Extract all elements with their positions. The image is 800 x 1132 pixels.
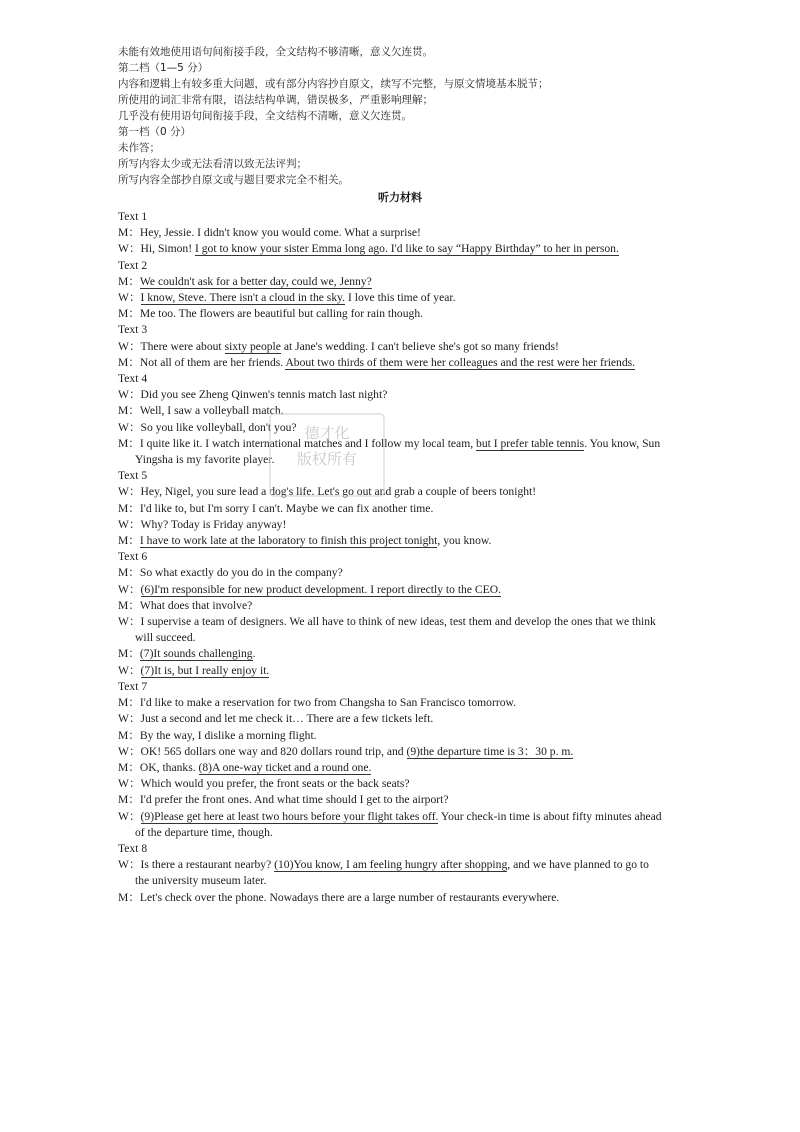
dialogue-line <box>118 403 698 419</box>
line-text: , and we have planned to go to <box>507 858 649 872</box>
underlined-answer: (6)I'm responsible for new product development. I report directly to the CEO. <box>140 582 501 596</box>
underlined-answer: (7)It sounds challenging <box>139 647 253 661</box>
line-text: . You know, Sun <box>584 436 661 450</box>
speaker-label: W： <box>118 712 141 726</box>
text-title: Text 3 <box>118 323 148 337</box>
speaker-label: W： <box>118 858 141 872</box>
speaker-label: M： <box>118 696 140 710</box>
line-text: I love this time of year. <box>345 291 456 305</box>
speaker-label: M： <box>118 436 140 450</box>
speaker-label: M： <box>118 793 140 807</box>
dialogue-line <box>118 890 698 906</box>
dialogue-continuation: of the departure time, though. <box>135 825 273 839</box>
line-text: Which would you prefer, the front seats or the back seats? <box>140 777 410 791</box>
criteria-line: 第一档（0 分） <box>118 126 192 138</box>
dialogue-line <box>118 241 698 257</box>
dialogue-line <box>118 420 698 436</box>
criteria-line: 未能有效地使用语句间衔接手段，全文结构不够清晰，意义欠连贯。 <box>118 46 433 58</box>
speaker-label: W： <box>118 388 141 402</box>
underlined-answer: I got to know your sister Emma long ago. I'd like to say “Happy Birthday” to her in person. <box>194 242 619 256</box>
line-text: Your check-in time is about fifty minutes ahead <box>438 809 662 823</box>
dialogue-line <box>118 501 698 517</box>
dialogue-line <box>118 387 698 403</box>
dialogue-line <box>118 290 698 306</box>
dialogue-continuation: the university museum later. <box>135 874 267 888</box>
underlined-answer: (9)the departure time is 3：30 p. m. <box>406 744 574 758</box>
line-text: Well, I saw a volleyball match. <box>139 404 284 418</box>
criteria-line: 内容和逻辑上有较多重大问题，或有部分内容抄自原文，续写不完整，与原文情境基本脱节； <box>118 78 549 90</box>
line-text: So what exactly do you do in the company? <box>139 566 343 580</box>
dialogue-line <box>118 225 698 241</box>
criteria-line: 第二档（1—5 分） <box>118 62 209 74</box>
speaker-label: M： <box>118 355 140 369</box>
section-heading: 听力材料 <box>378 191 422 204</box>
line-text: , you know. <box>437 534 492 548</box>
text-title: Text 7 <box>118 679 148 693</box>
line-text: Me too. The flowers are beautiful but calling for rain though. <box>139 307 424 321</box>
dialogue-line <box>118 728 698 744</box>
line-text: Why? Today is Friday anyway! <box>140 517 287 531</box>
dialogue-line <box>118 663 698 679</box>
dialogue-line <box>118 776 698 792</box>
dialogue-line <box>118 646 698 662</box>
speaker-label: M： <box>118 226 140 240</box>
underlined-answer: (8)A one-way ticket and a round one. <box>198 760 372 774</box>
underlined-answer: (7)It is, but I really enjoy it. <box>140 663 270 677</box>
speaker-label: W： <box>118 663 141 677</box>
dialogue-line <box>118 598 698 614</box>
line-text: So you like volleyball, don't you? <box>140 420 297 434</box>
dialogue-line <box>118 760 698 776</box>
criteria-line: 几乎没有使用语句间衔接手段，全文结构不清晰，意义欠连贯。 <box>118 110 412 122</box>
dialogue-line <box>118 582 698 598</box>
dialogue-line <box>118 565 698 581</box>
line-text: I'd like to make a reservation for two from Changsha to San Francisco tomorrow. <box>139 696 517 710</box>
underlined-answer: I have to work late at the laboratory to finish this project tonight <box>139 534 438 548</box>
line-text: Let's check over the phone. Nowadays there are a large number of restaurants everywhere. <box>139 890 560 904</box>
line-text: There were about <box>140 339 225 353</box>
speaker-label: M： <box>118 274 140 288</box>
criteria-line: 所写内容全部抄自原文或与题目要求完全不相关。 <box>118 174 349 186</box>
dialogue-line <box>118 355 698 371</box>
text-title: Text 5 <box>118 469 148 483</box>
dialogue-line <box>118 744 698 760</box>
dialogue-line <box>118 517 698 533</box>
speaker-label: M： <box>118 890 140 904</box>
speaker-label: W： <box>118 582 141 596</box>
speaker-label: W： <box>118 517 141 531</box>
criteria-line: 所使用的词汇非常有限，语法结构单调，错误极多，严重影响理解； <box>118 94 433 106</box>
speaker-label: M： <box>118 728 140 742</box>
line-text: Did you see Zheng Qinwen's tennis match last night? <box>140 388 388 402</box>
speaker-label: W： <box>118 744 141 758</box>
line-text: Just a second and let me check it… There are a few tickets left. <box>140 712 434 726</box>
text-title: Text 6 <box>118 550 148 564</box>
dialogue-line <box>118 339 698 355</box>
line-text: Hi, Simon! <box>140 242 195 256</box>
dialogue-line <box>118 274 698 290</box>
line-text: OK! 565 dollars one way and 820 dollars round trip, and <box>140 744 407 758</box>
watermark-text-1: 德才化 <box>304 424 350 442</box>
dialogue-continuation: will succeed. <box>135 631 196 645</box>
criteria-line: 所写内容太少或无法看清以致无法评判； <box>118 158 307 170</box>
line-text: Hey, Nigel, you sure lead a dog's life. Let's go out and grab a couple of beers tonight! <box>140 485 537 499</box>
speaker-label: M： <box>118 404 140 418</box>
speaker-label: M： <box>118 566 140 580</box>
underlined-answer: About two thirds of them were her colleagues and the rest were her friends. <box>285 355 636 369</box>
speaker-label: M： <box>118 307 140 321</box>
speaker-label: W： <box>118 615 141 629</box>
speaker-label: M： <box>118 534 140 548</box>
speaker-label: W： <box>118 777 141 791</box>
underlined-answer: I know, Steve. There isn't a cloud in the sky. <box>140 291 346 305</box>
text-title: Text 8 <box>118 841 148 855</box>
dialogue-line <box>118 436 698 452</box>
scoring-criteria <box>118 44 718 188</box>
underlined-answer: sixty people <box>224 339 281 353</box>
line-text: Is there a restaurant nearby? <box>140 858 275 872</box>
dialogue-line <box>118 695 698 711</box>
text-title: Text 2 <box>118 258 148 272</box>
line-text: What does that involve? <box>139 598 253 612</box>
line-text: Not all of them are her friends. <box>139 355 286 369</box>
underlined-answer: We couldn't ask for a better day, could we, Jenny? <box>139 274 372 288</box>
dialogue-line <box>118 792 698 808</box>
text-title: Text 4 <box>118 372 148 386</box>
dialogue-line <box>118 533 698 549</box>
line-text: Hey, Jessie. I didn't know you would come. What a surprise! <box>139 226 421 240</box>
dialogue-line <box>118 857 698 873</box>
speaker-label: M： <box>118 647 140 661</box>
speaker-label: M： <box>118 760 140 774</box>
speaker-label: W： <box>118 242 141 256</box>
line-text: OK, thanks. <box>139 760 199 774</box>
line-text: . <box>252 647 256 661</box>
line-text: I'd like to, but I'm sorry I can't. Maybe we can fix another time. <box>139 501 434 515</box>
line-text: I'd prefer the front ones. And what time should I get to the airport? <box>139 793 449 807</box>
speaker-label: W： <box>118 485 141 499</box>
speaker-label: M： <box>118 501 140 515</box>
speaker-label: W： <box>118 420 141 434</box>
dialogue-line <box>118 484 698 500</box>
dialogue-line <box>118 306 698 322</box>
speaker-label: W： <box>118 291 141 305</box>
underlined-answer: (9)Please get here at least two hours before your flight takes off. <box>140 809 439 823</box>
line-text: at Jane's wedding. I can't believe she's got so many friends! <box>280 339 559 353</box>
underlined-answer: but I prefer table tennis <box>476 436 585 450</box>
dialogue-line <box>118 614 698 630</box>
line-text: By the way, I dislike a morning flight. <box>139 728 317 742</box>
listening-transcript <box>118 209 698 906</box>
line-text: I supervise a team of designers. We all have to think of new ideas, test them and develop the ones that we think <box>140 615 656 629</box>
criteria-line: 未作答； <box>118 142 160 154</box>
watermark-text-2: 版权所有 <box>296 450 358 468</box>
speaker-label: W： <box>118 339 141 353</box>
underlined-answer: (10)You know, I am feeling hungry after shopping <box>274 858 508 872</box>
text-title: Text 1 <box>118 210 148 223</box>
speaker-label: M： <box>118 598 140 612</box>
speaker-label: W： <box>118 809 141 823</box>
line-text: I quite like it. I watch international matches and I follow my local team, <box>139 436 477 450</box>
dialogue-line <box>118 809 698 825</box>
dialogue-line <box>118 711 698 727</box>
dialogue-continuation: Yingsha is my favorite player. <box>135 453 275 467</box>
